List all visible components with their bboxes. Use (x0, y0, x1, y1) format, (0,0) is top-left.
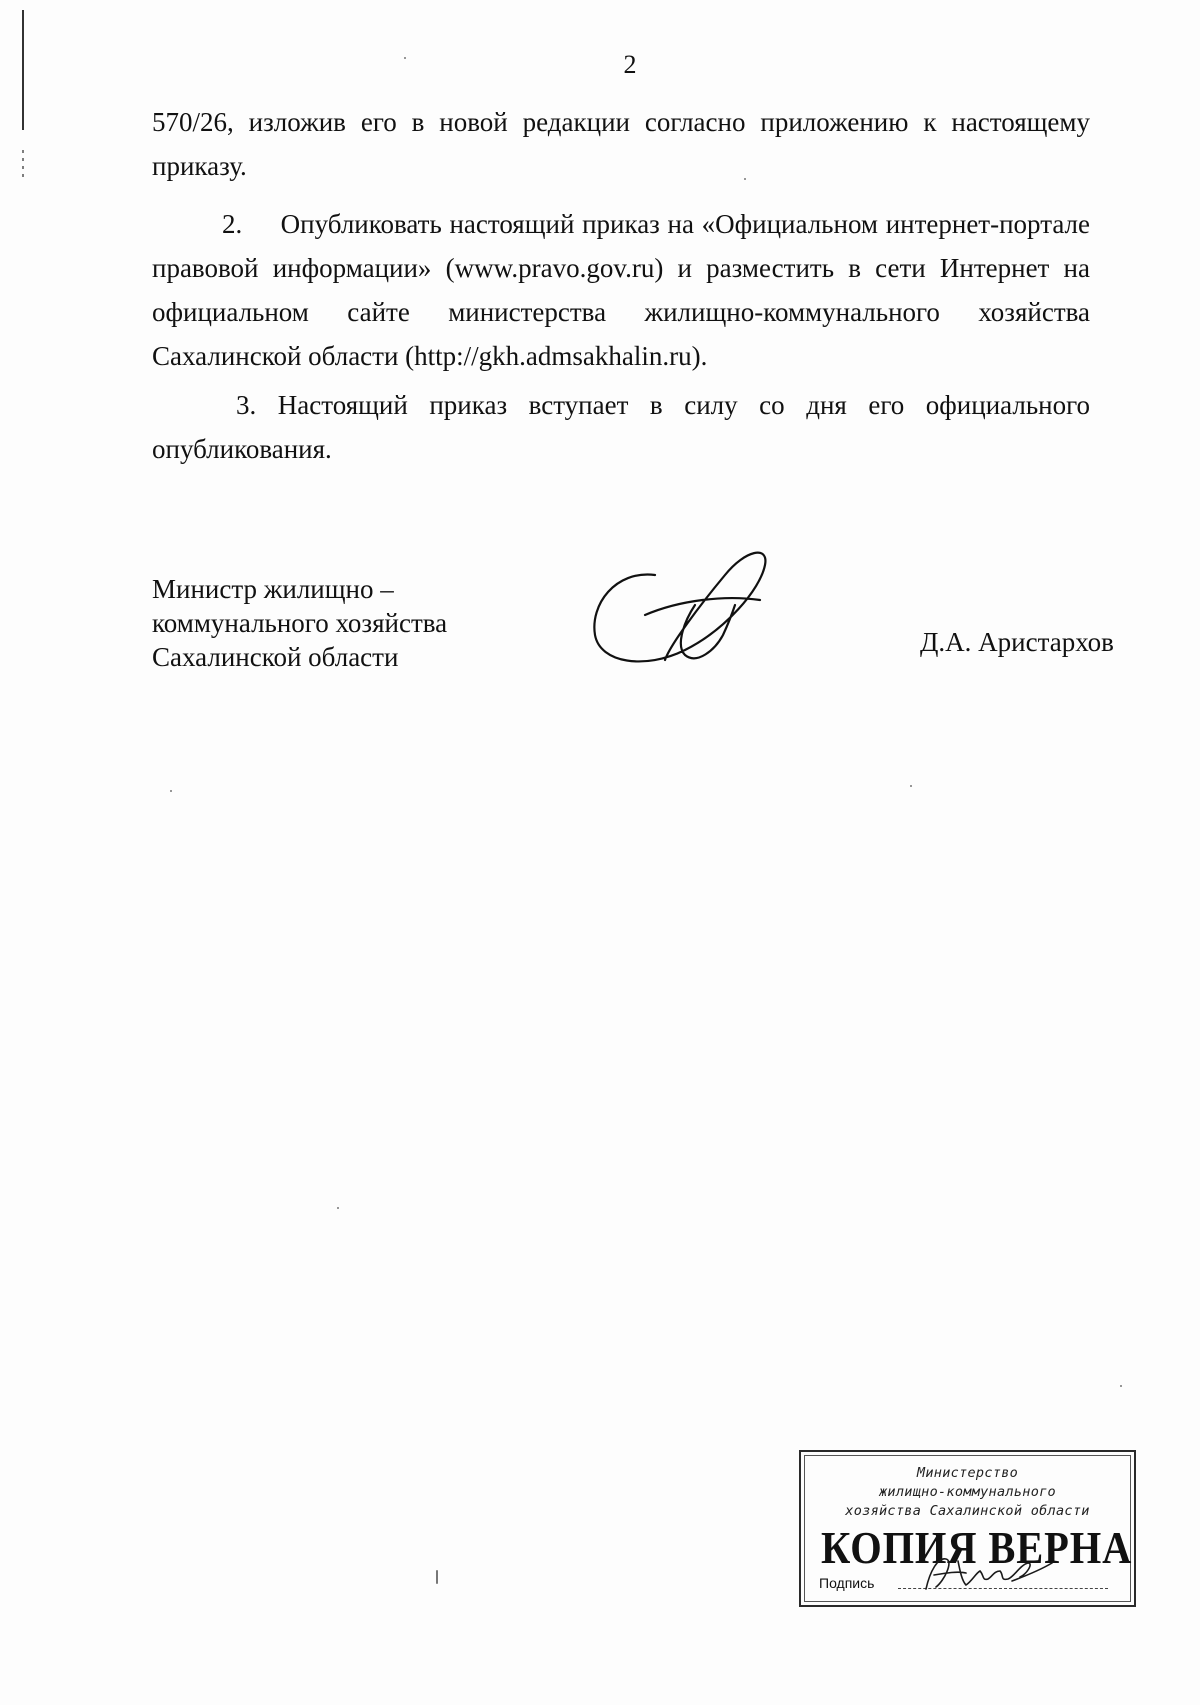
stamp-signature-label: Подпись (819, 1575, 875, 1591)
scan-speck (910, 785, 912, 787)
stamp-org-line-2: жилищно-коммунального (879, 1484, 1056, 1500)
stamp-handwritten-signature (916, 1551, 1056, 1595)
position-line-2: коммунального хозяйства (152, 608, 448, 638)
handwritten-signature (585, 545, 785, 675)
stamp-org-line-3: хозяйства Сахалинской области (845, 1503, 1090, 1519)
paragraph-2-text: 2. Опубликовать настоящий приказ на «Официальном интернет-портале правовой информации» (www.pravo.gov.ru) и разместить в сети Интернет на официальном сайте министерства жилищно-коммунального хозяйства Сахалинской области (http://gkh.admsakhalin.ru). (152, 209, 1090, 371)
certification-stamp (799, 1450, 1136, 1607)
scan-speck (1120, 1385, 1122, 1387)
paragraph-1-text: 570/26, изложив его в новой редакции согласно приложению к настоящему приказу. (152, 107, 1090, 181)
paragraph-3 (152, 383, 1090, 471)
signatory-position (152, 572, 447, 674)
signatory-name: Д.А. Аристархов (920, 627, 1114, 657)
scan-speck (170, 790, 172, 792)
stamp-org-line-1: Министерство (916, 1465, 1019, 1481)
position-line-3: Сахалинской области (152, 642, 399, 672)
scan-speck (404, 57, 406, 59)
position-line-1: Министр жилищно – (152, 574, 394, 604)
scan-speck (337, 1207, 339, 1209)
scan-margin-mark (22, 10, 24, 180)
stamp-main-text: КОПИЯ ВЕРНА (820, 1522, 1133, 1573)
paragraph-3-text: 3. Настоящий приказ вступает в силу со дня его официального опубликования. (152, 390, 1090, 464)
scan-speck (744, 178, 746, 180)
paragraph-2 (152, 202, 1090, 378)
paragraph-1 (152, 100, 1090, 188)
scan-speck (436, 1570, 438, 1584)
page-number: 2 (623, 50, 637, 79)
